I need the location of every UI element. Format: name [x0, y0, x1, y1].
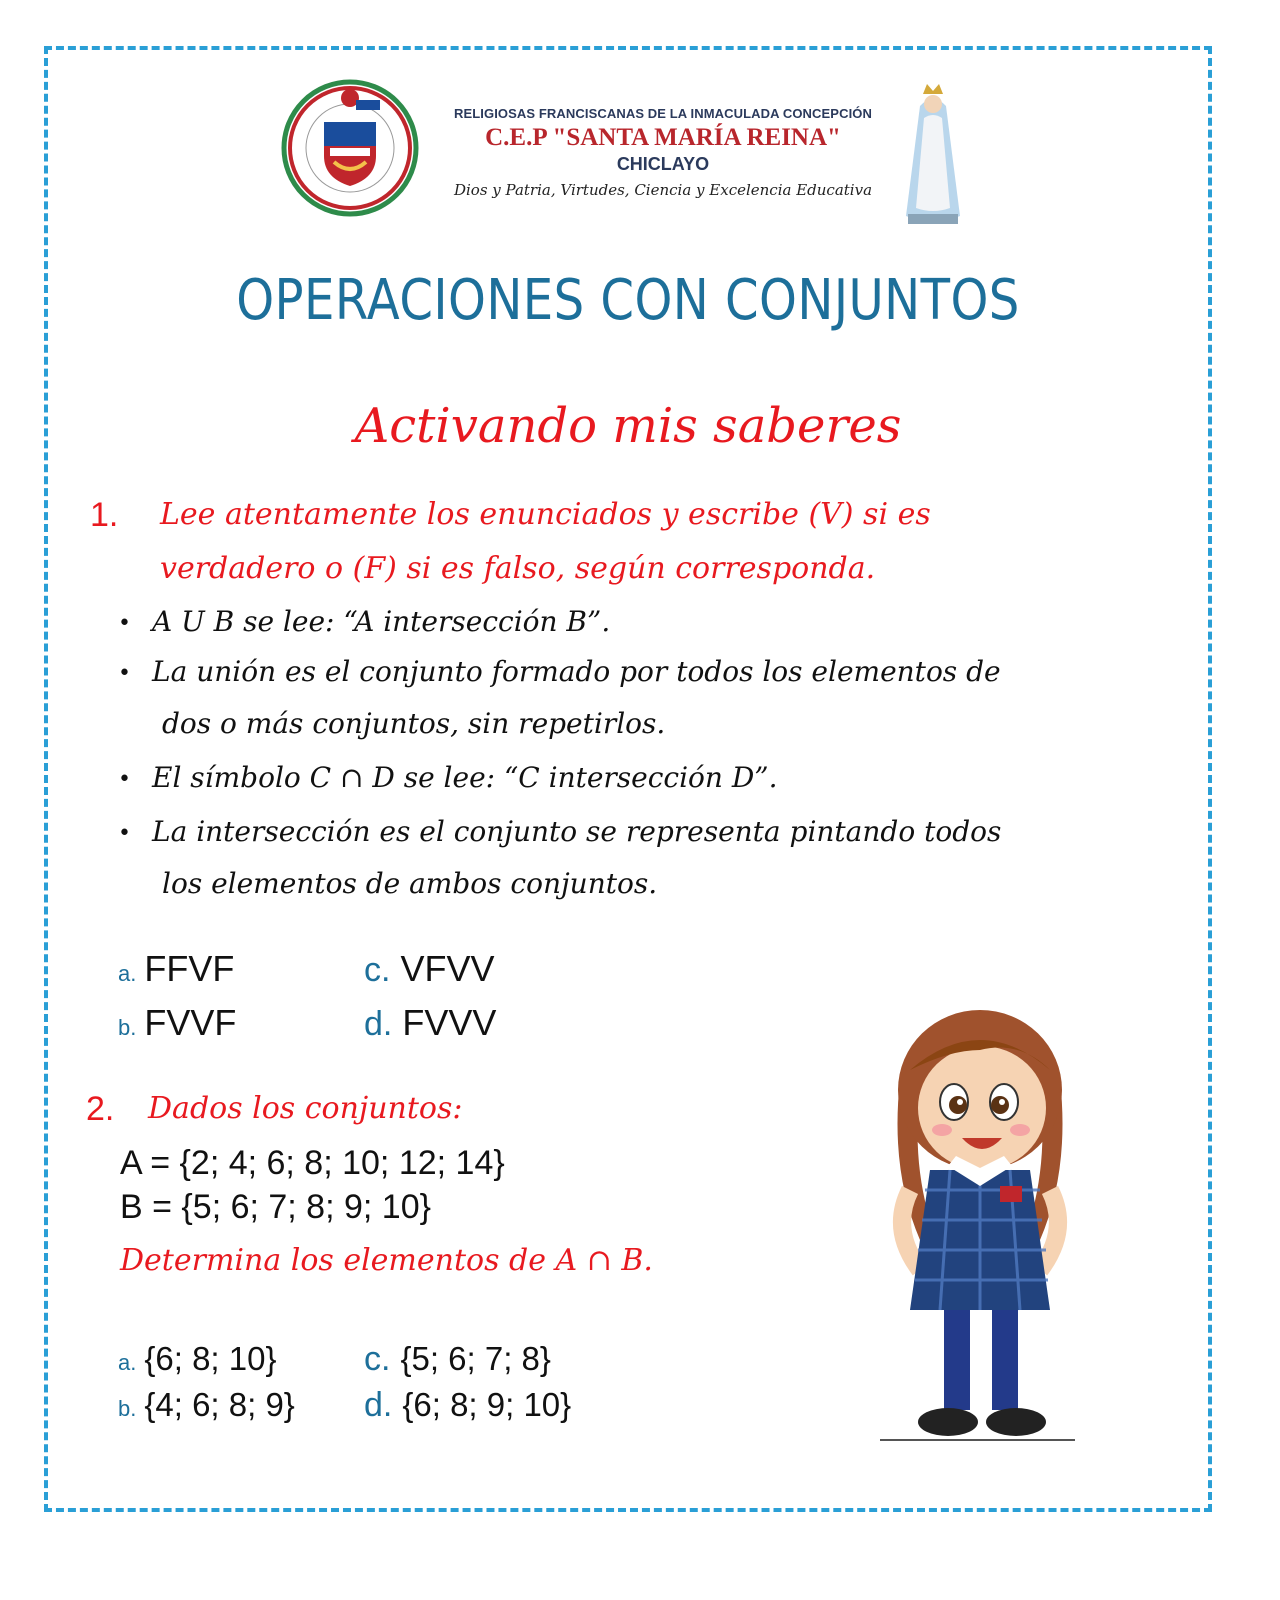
- q2-option-a[interactable]: [118, 1340, 277, 1378]
- congregation-name: RELIGIOSAS FRANCISCANAS DE LA INMACULADA CONCEPCIÓN: [454, 106, 872, 121]
- bullet-icon: •: [118, 820, 131, 846]
- q1-option-a[interactable]: [118, 948, 234, 990]
- set-a: A = {2; 4; 6; 8; 10; 12; 14}: [120, 1144, 505, 1182]
- option-letter: a.: [118, 1350, 137, 1375]
- school-city: CHICLAYO: [616, 154, 710, 174]
- option-text: {4; 6; 8; 9}: [144, 1386, 295, 1423]
- question-1-prompt-line1: Lee atentamente los enunciados y escribe (V) si es: [160, 497, 931, 532]
- option-letter: c.: [364, 1340, 391, 1378]
- statement-4: [118, 806, 1001, 860]
- statement-2: [118, 646, 1001, 700]
- q1-option-c[interactable]: [364, 948, 494, 990]
- statement-3: [118, 752, 778, 806]
- school-header: [278, 70, 978, 230]
- question-2-heading: Dados los conjuntos:: [148, 1091, 463, 1126]
- virgin-mary-image: [890, 78, 976, 228]
- option-text: {6; 8; 9; 10}: [402, 1386, 572, 1423]
- option-text: {5; 6; 7; 8}: [400, 1340, 551, 1377]
- question-2-instruction: Determina los elementos de A ∩ B.: [120, 1243, 653, 1278]
- q1-option-b[interactable]: [118, 1002, 236, 1044]
- option-text: FFVF: [144, 948, 235, 989]
- q2-option-c[interactable]: [364, 1340, 551, 1379]
- statement-1: [118, 596, 610, 650]
- option-letter: b.: [118, 1015, 137, 1040]
- statement-4-continued: los elementos de ambos conjuntos.: [162, 867, 658, 900]
- option-letter: d.: [364, 1386, 393, 1424]
- school-seal-logo: [280, 78, 420, 218]
- statement-1-text: A U B se lee: “A intersección B”.: [152, 605, 611, 638]
- school-motto: Dios y Patria, Virtudes, Ciencia y Excelencia Educativa: [453, 181, 873, 199]
- set-b: B = {5; 6; 7; 8; 9; 10}: [120, 1188, 431, 1226]
- option-letter: c.: [364, 951, 391, 989]
- option-text: VFVV: [400, 948, 495, 989]
- question-2-number: 2.: [86, 1090, 115, 1128]
- option-letter: d.: [364, 1005, 393, 1043]
- question-1-number: 1.: [90, 496, 119, 534]
- bullet-icon: •: [118, 610, 131, 636]
- option-text: FVVF: [144, 1002, 237, 1043]
- option-letter: b.: [118, 1396, 137, 1421]
- student-girl-illustration: [870, 990, 1090, 1450]
- option-letter: a.: [118, 961, 137, 986]
- bullet-icon: •: [118, 766, 131, 792]
- q2-option-b[interactable]: [118, 1386, 295, 1424]
- statement-2-continued: dos o más conjuntos, sin repetirlos.: [162, 707, 666, 740]
- statement-2-text: La unión es el conjunto formado por todos los elementos de: [152, 655, 1001, 688]
- statement-4-text: La intersección es el conjunto se representa pintando todos: [152, 815, 1002, 848]
- q2-option-d[interactable]: [364, 1386, 571, 1425]
- statement-3-text: El símbolo C ∩ D se lee: “C intersección D”.: [152, 761, 778, 794]
- option-text: FVVV: [402, 1002, 497, 1043]
- section-subtitle: Activando mis saberes: [354, 398, 902, 454]
- q1-option-d[interactable]: [364, 1002, 496, 1044]
- option-text: {6; 8; 10}: [144, 1340, 277, 1377]
- question-1-prompt-line2: verdadero o (F) si es falso, según corresponda.: [160, 551, 876, 586]
- bullet-icon: •: [118, 660, 131, 686]
- school-name: C.E.P "SANTA MARÍA REINA": [485, 124, 841, 151]
- page-title: OPERACIONES CON CONJUNTOS: [236, 268, 1020, 333]
